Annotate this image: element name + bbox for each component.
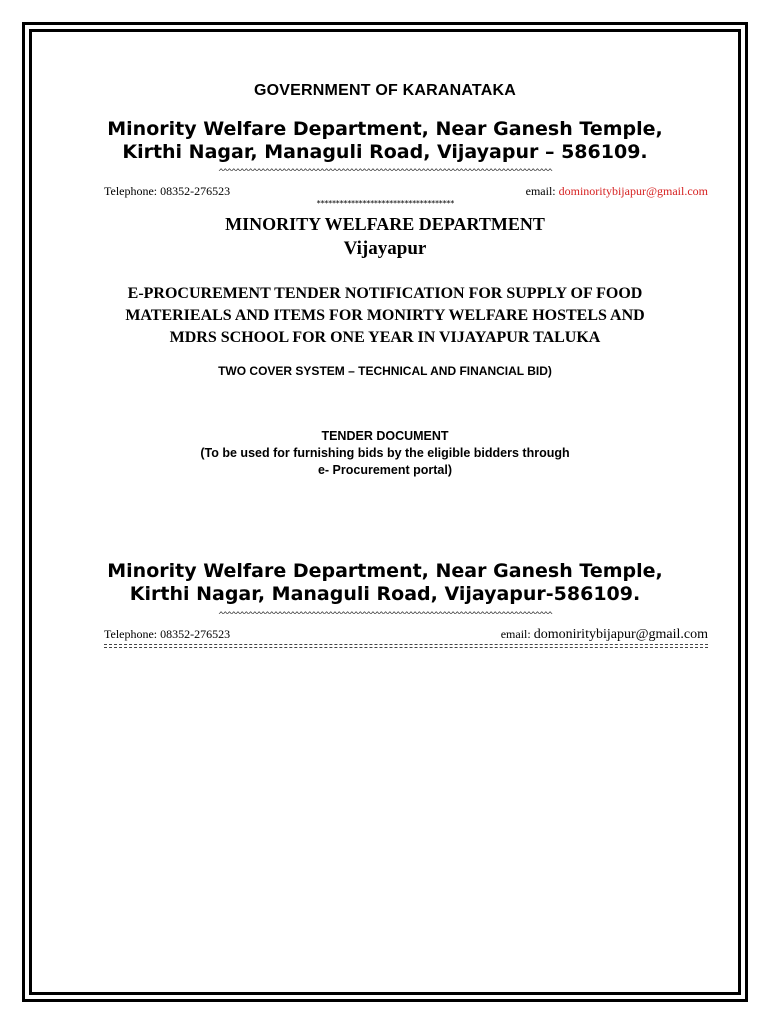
tender-document-line2: e- Procurement portal) xyxy=(317,463,453,477)
footer-address-line1: Minority Welfare Department, Near Ganesh Temple, xyxy=(107,560,663,582)
footer-caret-divider: ^^^^^^^^^^^^^^^^^^^^^^^^^^^^^^^^^^^^^^^^^^^^^^^^^^^^^^^^^^^^^^^^^^^^^^^^^^^^^^^ xyxy=(218,611,552,621)
tender-document-line1: (To be used for furnishing bids by the eligible bidders through xyxy=(200,446,570,460)
tender-document-title: TENDER DOCUMENT xyxy=(321,429,449,443)
footer-email xyxy=(501,627,708,643)
header-address-line1: Minority Welfare Department, Near Ganesh Temple, xyxy=(107,118,663,140)
notice-line1: E-PROCUREMENT TENDER NOTIFICATION FOR SUPPLY OF FOOD xyxy=(127,285,643,302)
header-email-link[interactable]: dominoritybijapur@gmail.com xyxy=(558,184,708,198)
footer-address-line2: Kirthi Nagar, Managuli Road, Vijayapur-586109. xyxy=(129,583,641,605)
department-name: MINORITY WELFARE DEPARTMENT xyxy=(225,214,545,234)
header-address-line2: Kirthi Nagar, Managuli Road, Vijayapur – 586109. xyxy=(122,141,648,163)
government-heading: GOVERNMENT OF KARANATAKA xyxy=(254,82,516,99)
footer-email-link[interactable]: domoniritybijapur@gmail.com xyxy=(533,627,708,642)
header-email-label: email: xyxy=(525,184,556,198)
notice-line2: MATERIEALS AND ITEMS FOR MONIRTY WELFARE HOSTELS AND xyxy=(125,307,645,324)
footer-rule xyxy=(104,644,708,648)
star-divider: ************************************ xyxy=(316,199,454,208)
header-telephone: Telephone: 08352-276523 xyxy=(104,184,231,198)
cover-system-text: TWO COVER SYSTEM – TECHNICAL AND FINANCIAL BID) xyxy=(218,364,552,378)
header-email xyxy=(526,184,708,199)
header-caret-divider: ^^^^^^^^^^^^^^^^^^^^^^^^^^^^^^^^^^^^^^^^^^^^^^^^^^^^^^^^^^^^^^^^^^^^^^^^^^^^^^^ xyxy=(218,168,552,178)
footer-telephone: Telephone: 08352-276523 xyxy=(104,627,231,641)
footer-email-label: email: xyxy=(500,627,531,641)
notice-line3: MDRS SCHOOL FOR ONE YEAR IN VIJAYAPUR TALUKA xyxy=(169,329,601,346)
department-city: Vijayapur xyxy=(343,238,427,259)
